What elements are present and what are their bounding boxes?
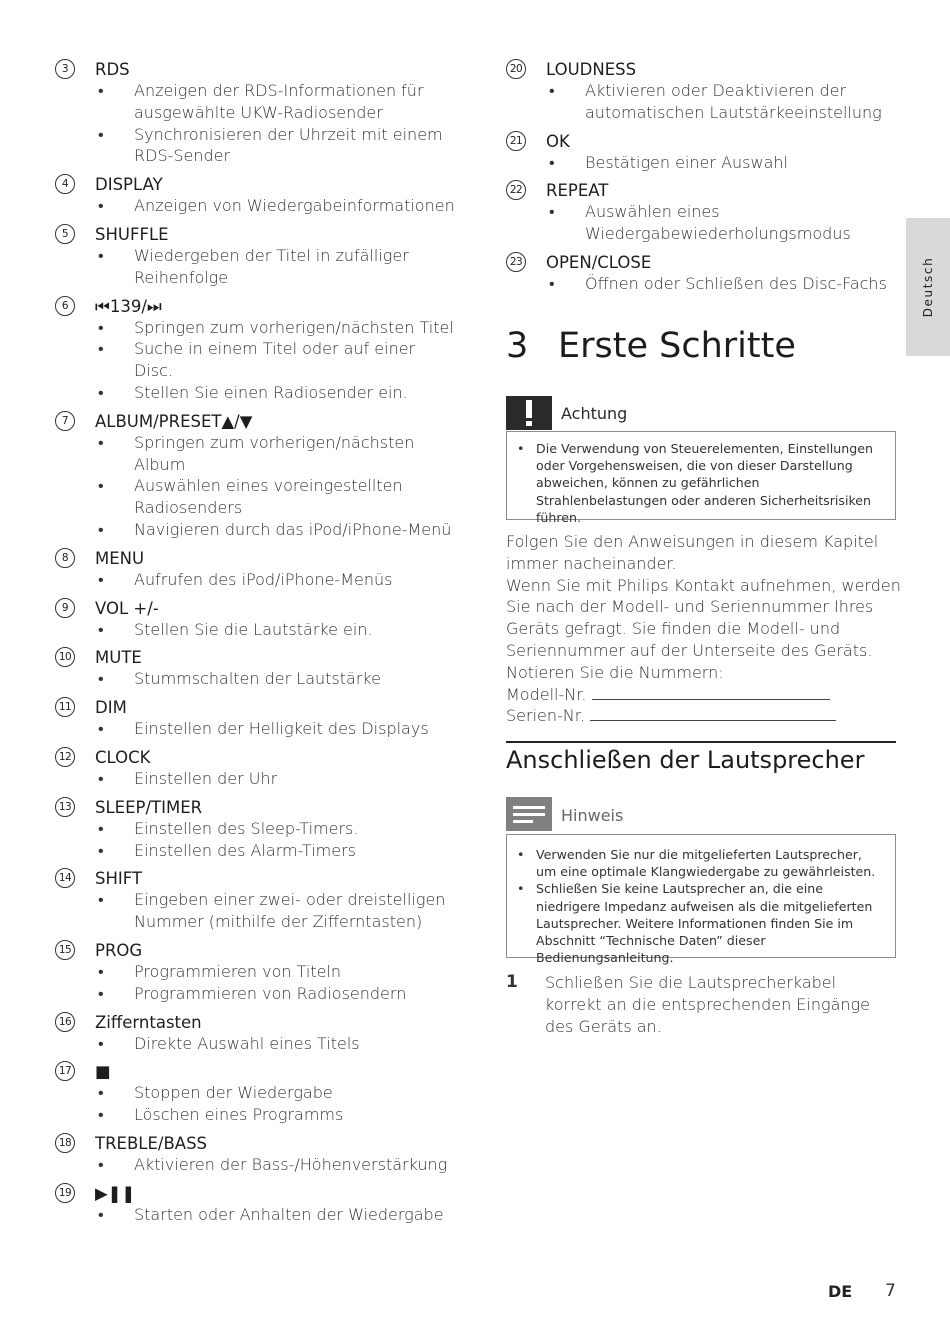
control-entry-header bbox=[55, 547, 455, 569]
chapter-title: Erste Schritte bbox=[558, 326, 796, 366]
control-entry-header bbox=[55, 696, 455, 718]
control-name: RDS bbox=[95, 60, 130, 79]
control-entry-header bbox=[55, 58, 455, 80]
control-entry-header bbox=[55, 796, 455, 818]
callout-number: 19 bbox=[55, 1183, 75, 1203]
page-number: 7 bbox=[885, 1281, 896, 1301]
control-description-item: • Aufrufen des iPod/iPhone-Menüs bbox=[55, 569, 455, 591]
left-column bbox=[55, 58, 455, 1232]
callout-number: 9 bbox=[55, 598, 75, 618]
caution-label: Achtung bbox=[561, 404, 628, 423]
control-name: OK bbox=[546, 131, 570, 151]
serial-number-label: Serien-Nr. bbox=[506, 706, 585, 726]
chapter-number: 3 bbox=[506, 326, 529, 366]
callout-number: 20 bbox=[506, 59, 526, 79]
control-description-list bbox=[55, 1033, 455, 1055]
caution-box bbox=[506, 431, 896, 525]
callout-number: 8 bbox=[55, 548, 75, 568]
callout-number: 6 bbox=[55, 296, 75, 316]
control-entry-header bbox=[55, 597, 455, 619]
step-number: 1 bbox=[506, 972, 518, 992]
control-description-item: • Auswählen eines Wiedergabewiederholungsmodus bbox=[506, 201, 896, 245]
control-description-item: • Aktivieren der Bass-/Höhenverstärkung bbox=[55, 1154, 455, 1176]
control-entry bbox=[55, 597, 455, 647]
step-text: Schließen Sie die Lautsprecherkabel korrekt an die entsprechenden Eingänge des Geräts an. bbox=[545, 973, 870, 1036]
callout-number: 22 bbox=[506, 180, 526, 200]
callout-number: 7 bbox=[55, 411, 75, 431]
callout-number: 16 bbox=[55, 1012, 75, 1032]
control-name: ■ bbox=[95, 1062, 111, 1082]
control-name: TREBLE/BASS bbox=[95, 1133, 208, 1153]
control-description-item: • Einstellen der Helligkeit des Displays bbox=[55, 718, 455, 740]
control-entry-header bbox=[506, 251, 896, 273]
callout-number: 23 bbox=[506, 252, 526, 272]
footer-language: DE bbox=[828, 1282, 853, 1301]
control-description-list bbox=[55, 245, 455, 289]
control-description-list bbox=[55, 818, 455, 862]
control-description-item: • Auswählen eines voreingestellten Radiosenders bbox=[55, 475, 455, 519]
control-entry bbox=[55, 796, 455, 868]
control-entry bbox=[506, 179, 896, 251]
note-box bbox=[506, 834, 896, 966]
model-number-blank bbox=[592, 685, 830, 700]
control-entry bbox=[55, 696, 455, 746]
control-description-item: • Einstellen des Sleep-Timers. bbox=[55, 818, 455, 840]
control-entry-header bbox=[55, 1182, 455, 1204]
control-name: VOL +/- bbox=[95, 598, 159, 618]
control-description-item: • Stoppen der Wiedergabe bbox=[55, 1082, 455, 1104]
control-description-item: • Löschen eines Programms bbox=[55, 1104, 455, 1126]
control-description-item: • Navigieren durch das iPod/iPhone-Menü bbox=[55, 519, 455, 541]
callout-number: 5 bbox=[55, 224, 75, 244]
control-entry bbox=[55, 410, 455, 547]
control-description-item: • Stellen Sie die Lautstärke ein. bbox=[55, 619, 455, 641]
control-name: ▶❚❚ bbox=[95, 1183, 136, 1203]
control-description-item: • Aktivieren oder Deaktivieren der automatischen Lautstärkeeinstellung bbox=[506, 80, 896, 124]
language-tab-label: Deutsch bbox=[921, 256, 935, 318]
control-description-item: • Öffnen oder Schließen des Disc-Fachs bbox=[506, 273, 896, 295]
section-divider bbox=[506, 741, 896, 743]
callout-number: 13 bbox=[55, 797, 75, 817]
note-item: • Schließen Sie keine Lautsprecher an, die eine niedrigere Impedanz aufweisen als die mitgelieferten Lautsprecher. Weitere Informationen finden Sie im Abschnitt “Technische Daten” dieser Bedienungsanleitung. bbox=[517, 880, 885, 966]
control-entry bbox=[55, 939, 455, 1011]
control-name: ⏮139/⏭ bbox=[95, 296, 162, 316]
control-entry bbox=[506, 58, 896, 130]
control-description-list bbox=[55, 1082, 455, 1126]
control-entry-header bbox=[55, 410, 455, 432]
control-description-list bbox=[55, 432, 455, 541]
control-description-item: • Einstellen des Alarm-Timers bbox=[55, 840, 455, 862]
control-entry bbox=[55, 173, 455, 223]
control-description-item: • Starten oder Anhalten der Wiedergabe bbox=[55, 1204, 455, 1226]
control-name: MENU bbox=[95, 548, 145, 568]
control-entry-header bbox=[55, 223, 455, 245]
control-description-list bbox=[55, 619, 455, 641]
control-entry-header bbox=[55, 646, 455, 668]
control-description-list bbox=[55, 668, 455, 690]
control-entry bbox=[55, 295, 455, 410]
chapter-heading bbox=[506, 326, 796, 366]
control-description-item: • Stellen Sie einen Radiosender ein. bbox=[55, 382, 455, 404]
control-entry bbox=[506, 251, 896, 301]
control-entry bbox=[506, 130, 896, 180]
control-description-list bbox=[55, 80, 455, 167]
control-name: DIM bbox=[95, 698, 127, 718]
callout-number: 3 bbox=[55, 59, 75, 79]
language-tab bbox=[906, 218, 950, 356]
control-entry-header bbox=[506, 179, 896, 201]
control-description-item: • Direkte Auswahl eines Titels bbox=[55, 1033, 455, 1055]
section-title: Anschließen der Lautsprecher bbox=[506, 746, 865, 774]
callout-number: 10 bbox=[55, 647, 75, 667]
control-description-item: • Wiedergeben der Titel in zufälliger Reihenfolge bbox=[55, 245, 455, 289]
control-entry bbox=[55, 223, 455, 295]
control-entry-header bbox=[506, 130, 896, 152]
control-description-item: • Programmieren von Titeln bbox=[55, 961, 455, 983]
control-name: SHUFFLE bbox=[95, 224, 169, 244]
control-entry-header bbox=[55, 1132, 455, 1154]
note-icon bbox=[506, 797, 552, 831]
right-column bbox=[506, 58, 896, 301]
control-description-list bbox=[506, 80, 896, 124]
control-entry bbox=[55, 1132, 455, 1182]
callout-number: 14 bbox=[55, 868, 75, 888]
control-description-list bbox=[55, 1154, 455, 1176]
control-description-item: • Eingeben einer zwei- oder dreistelligen Nummer (mithilfe der Zifferntasten) bbox=[55, 889, 455, 933]
control-description-item: • Suche in einem Titel oder auf einer Disc. bbox=[55, 338, 455, 382]
control-description-list bbox=[506, 152, 896, 174]
control-entry bbox=[55, 58, 455, 173]
control-name: REPEAT bbox=[546, 181, 609, 201]
control-description-list bbox=[55, 317, 455, 404]
exclamation-icon bbox=[506, 396, 552, 430]
caution-item: • Die Verwendung von Steuerelementen, Einstellungen oder Vorgehensweisen, die von dieser Darstellung abweichen, können zu gefährlichen Strahlenbelastungen oder anderen Sicherheitsrisiken führen. bbox=[517, 440, 885, 526]
control-description-list bbox=[506, 201, 896, 245]
control-entry-header bbox=[506, 58, 896, 80]
control-description-item: • Synchronisieren der Uhrzeit mit einem RDS-Sender bbox=[55, 124, 455, 168]
control-name: LOUDNESS bbox=[546, 60, 637, 79]
control-entry bbox=[55, 867, 455, 939]
control-entry-header bbox=[55, 173, 455, 195]
control-description-list bbox=[55, 961, 455, 1005]
model-number-label: Modell-Nr. bbox=[506, 684, 587, 704]
control-entry-header bbox=[55, 1060, 455, 1082]
control-name: CLOCK bbox=[95, 747, 151, 767]
control-description-item: • Springen zum vorherigen/nächsten Album bbox=[55, 432, 455, 476]
control-name: ALBUM/PRESET▲/▼ bbox=[95, 411, 253, 431]
callout-number: 18 bbox=[55, 1133, 75, 1153]
control-entry bbox=[55, 746, 455, 796]
serial-number-blank bbox=[590, 706, 836, 721]
callout-number: 21 bbox=[506, 131, 526, 151]
control-description-item: • Stummschalten der Lautstärke bbox=[55, 668, 455, 690]
callout-number: 12 bbox=[55, 747, 75, 767]
control-name: SLEEP/TIMER bbox=[95, 797, 203, 817]
control-entry bbox=[55, 1011, 455, 1061]
intro-text bbox=[506, 531, 901, 727]
control-name: PROG bbox=[95, 940, 143, 960]
control-entry-header bbox=[55, 295, 455, 317]
control-name: MUTE bbox=[95, 648, 142, 668]
control-entry bbox=[55, 1060, 455, 1132]
control-description-list bbox=[55, 569, 455, 591]
control-entry bbox=[55, 1182, 455, 1232]
control-description-item: • Einstellen der Uhr bbox=[55, 768, 455, 790]
control-name: OPEN/CLOSE bbox=[546, 252, 652, 272]
control-description-item: • Bestätigen einer Auswahl bbox=[506, 152, 896, 174]
control-entry-header bbox=[55, 746, 455, 768]
control-description-item: • Anzeigen von Wiedergabeinformationen bbox=[55, 195, 455, 217]
note-item: • Verwenden Sie nur die mitgelieferten Lautsprecher, um eine optimale Klangwiedergabe zu gewährleisten. bbox=[517, 846, 885, 880]
control-entry-header bbox=[55, 867, 455, 889]
control-description-list bbox=[55, 1204, 455, 1226]
callout-number: 17 bbox=[55, 1061, 75, 1081]
control-description-list bbox=[55, 889, 455, 933]
intro-paragraph-2: Wenn Sie mit Philips Kontakt aufnehmen, werden Sie nach der Modell- und Seriennummer Ihres Geräts gefragt. Sie finden die Modell- und Seriennummer auf der Unterseite des Geräts. Notieren Sie die Nummern: bbox=[506, 575, 901, 682]
control-entry bbox=[55, 646, 455, 696]
callout-number: 11 bbox=[55, 697, 75, 717]
control-description-list bbox=[55, 768, 455, 790]
control-description-item: • Anzeigen der RDS-Informationen für ausgewählte UKW-Radiosender bbox=[55, 80, 455, 124]
intro-paragraph-1: Folgen Sie den Anweisungen in diesem Kapitel immer nacheinander. bbox=[506, 532, 879, 573]
control-description-item: • Programmieren von Radiosendern bbox=[55, 983, 455, 1005]
callout-number: 4 bbox=[55, 174, 75, 194]
control-description-list bbox=[55, 718, 455, 740]
control-entry bbox=[55, 547, 455, 597]
control-entry-header bbox=[55, 1011, 455, 1033]
note-label: Hinweis bbox=[561, 806, 624, 825]
step-1 bbox=[506, 972, 896, 1037]
callout-number: 15 bbox=[55, 940, 75, 960]
model-number-line bbox=[506, 684, 901, 706]
control-description-list bbox=[55, 195, 455, 217]
control-name: SHIFT bbox=[95, 869, 143, 889]
serial-number-line bbox=[506, 705, 901, 727]
control-entry-header bbox=[55, 939, 455, 961]
control-name: Zifferntasten bbox=[95, 1012, 202, 1032]
control-description-list bbox=[506, 273, 896, 295]
control-description-item: • Springen zum vorherigen/nächsten Titel bbox=[55, 317, 455, 339]
control-name: DISPLAY bbox=[95, 175, 163, 195]
